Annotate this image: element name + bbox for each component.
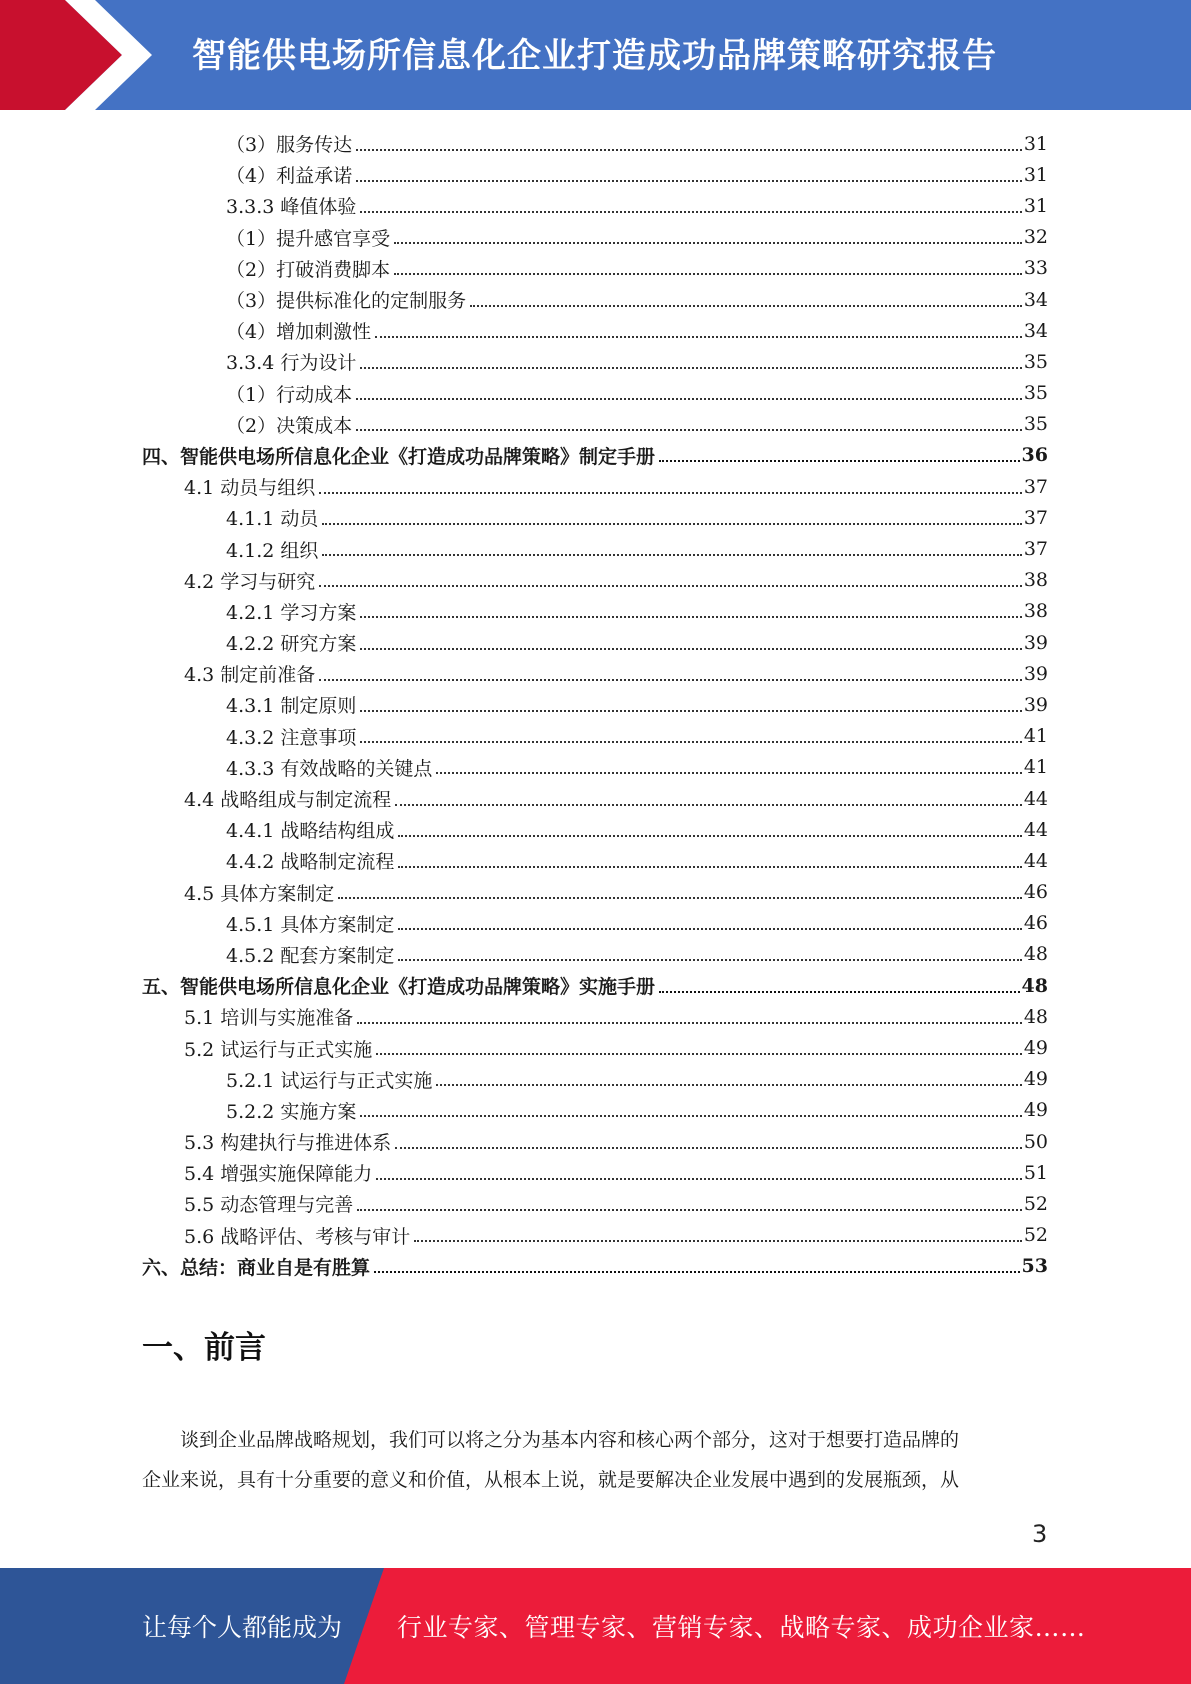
toc-entry-page: 36 (1021, 444, 1048, 467)
toc-entry[interactable] (142, 1001, 1048, 1032)
toc-entry-label: 5.2.1 试运行与正式实施 (226, 1066, 436, 1093)
toc-entry[interactable] (142, 783, 1048, 814)
toc-leader-dots (394, 273, 1022, 275)
toc-entry-page: 39 (1023, 631, 1048, 654)
toc-entry-label: 5.2 试运行与正式实施 (184, 1035, 376, 1062)
toc-entry-page: 39 (1023, 693, 1048, 716)
toc-entry[interactable] (142, 721, 1048, 752)
page-header (0, 0, 1191, 110)
toc-entry-page: 49 (1023, 1099, 1048, 1122)
toc-entry-label: 4.5.2 配套方案制定 (226, 941, 398, 968)
toc-entry-page: 46 (1023, 881, 1048, 904)
toc-entry-label: 六、总结：商业自是有胜算 (142, 1253, 374, 1280)
toc-entry[interactable] (142, 315, 1048, 346)
toc-entry-page: 52 (1023, 1224, 1048, 1247)
toc-entry-page: 35 (1023, 382, 1048, 405)
toc-entry-label: 5.6 战略评估、考核与审计 (184, 1222, 414, 1249)
toc-entry[interactable] (142, 908, 1048, 939)
toc-entry-label: （4）利益承诺 (226, 161, 356, 188)
toc-entry[interactable] (142, 253, 1048, 284)
toc-entry[interactable] (142, 533, 1048, 564)
toc-entry[interactable] (142, 1188, 1048, 1219)
toc-entry[interactable] (142, 1220, 1048, 1251)
toc-entry-label: （4）增加刺激性 (226, 317, 375, 344)
toc-entry-label: （1）行动成本 (226, 380, 356, 407)
toc-entry[interactable] (142, 627, 1048, 658)
toc-leader-dots (395, 1147, 1022, 1149)
toc-leader-dots (394, 242, 1022, 244)
toc-entry[interactable] (142, 1126, 1048, 1157)
toc-entry[interactable] (142, 502, 1048, 533)
toc-entry-label: 4.4.1 战略结构组成 (226, 816, 398, 843)
toc-entry-page: 49 (1023, 1068, 1048, 1091)
toc-leader-dots (360, 648, 1021, 650)
toc-entry-page: 37 (1023, 506, 1048, 529)
toc-leader-dots (376, 1178, 1022, 1180)
toc-entry-label: 4.3.1 制定原则 (226, 691, 360, 718)
toc-entry[interactable] (142, 1095, 1048, 1126)
toc-entry-label: （3）提供标准化的定制服务 (226, 286, 470, 313)
toc-leader-dots (659, 991, 1020, 993)
toc-leader-dots (436, 1084, 1021, 1086)
toc-leader-dots (360, 211, 1021, 213)
toc-leader-dots (322, 523, 1021, 525)
toc-leader-dots (360, 367, 1021, 369)
toc-entry-label: 4.4.2 战略制定流程 (226, 847, 398, 874)
toc-entry[interactable] (142, 409, 1048, 440)
toc-leader-dots (360, 710, 1021, 712)
toc-entry-page: 44 (1023, 849, 1048, 872)
toc-leader-dots (338, 897, 1022, 899)
header-title: 智能供电场所信息化企业打造成功品牌策略研究报告 (192, 36, 997, 76)
toc-entry-label: 四、智能供电场所信息化企业《打造成功品牌策略》制定手册 (142, 442, 659, 469)
body-paragraph (142, 1420, 1048, 1500)
toc-entry[interactable] (142, 658, 1048, 689)
toc-entry-page: 37 (1023, 538, 1048, 561)
toc-entry-page: 31 (1023, 194, 1048, 217)
toc-entry-label: （2）打破消费脚本 (226, 255, 394, 282)
toc-entry-page: 35 (1023, 350, 1048, 373)
toc-leader-dots (436, 772, 1021, 774)
toc-leader-dots (398, 835, 1021, 837)
toc-entry-page: 41 (1023, 725, 1048, 748)
toc-entry-label: 3.3.3 峰值体验 (226, 192, 360, 219)
toc-entry-page: 48 (1023, 1005, 1048, 1028)
toc-entry-label: 五、智能供电场所信息化企业《打造成功品牌策略》实施手册 (142, 972, 659, 999)
toc-leader-dots (360, 1115, 1021, 1117)
toc-entry-page: 48 (1023, 943, 1048, 966)
toc-entry-label: 4.2.2 研究方案 (226, 629, 360, 656)
toc-entry[interactable] (142, 128, 1048, 159)
toc-entry[interactable] (142, 939, 1048, 970)
toc-leader-dots (374, 1271, 1020, 1273)
toc-leader-dots (319, 679, 1022, 681)
toc-entry-label: （3）服务传达 (226, 130, 356, 157)
page-number: 3 (1032, 1520, 1048, 1548)
toc-entry-page: 34 (1023, 319, 1048, 342)
toc-leader-dots (659, 460, 1020, 462)
toc-entry[interactable] (142, 222, 1048, 253)
toc-entry[interactable] (142, 190, 1048, 221)
toc-entry-label: 5.3 构建执行与推进体系 (184, 1128, 395, 1155)
toc-entry-label: 4.3.2 注意事项 (226, 723, 360, 750)
toc-leader-dots (319, 492, 1022, 494)
toc-leader-dots (414, 1240, 1022, 1242)
toc-leader-dots (356, 429, 1022, 431)
toc-entry-label: 5.1 培训与实施准备 (184, 1003, 357, 1030)
toc-leader-dots (360, 741, 1021, 743)
toc-entry[interactable] (142, 565, 1048, 596)
toc-entry-label: （2）决策成本 (226, 411, 356, 438)
toc-entry-page: 37 (1023, 475, 1048, 498)
toc-entry-label: 4.1.1 动员 (226, 504, 322, 531)
toc-leader-dots (398, 928, 1021, 930)
toc-entry-page: 51 (1023, 1161, 1048, 1184)
toc-entry-label: 5.2.2 实施方案 (226, 1097, 360, 1124)
footer-slogan-left: 让每个人都能成为 (142, 1613, 343, 1642)
toc-leader-dots (357, 1022, 1022, 1024)
toc-entry-label: 3.3.4 行为设计 (226, 348, 360, 375)
toc-entry-label: 5.5 动态管理与完善 (184, 1190, 357, 1217)
toc-leader-dots (376, 1053, 1022, 1055)
toc-entry[interactable] (142, 877, 1048, 908)
toc-entry-label: 4.2.1 学习方案 (226, 598, 360, 625)
section-heading: 一、前言 (142, 1330, 266, 1366)
toc-entry[interactable] (142, 845, 1048, 876)
toc-entry-label: 4.2 学习与研究 (184, 567, 319, 594)
toc-entry-label: 4.5 具体方案制定 (184, 879, 338, 906)
toc-leader-dots (356, 398, 1022, 400)
toc-entry[interactable] (142, 814, 1048, 845)
toc-leader-dots (398, 959, 1021, 961)
toc-entry-label: 4.3 制定前准备 (184, 660, 319, 687)
toc-entry-page: 35 (1023, 413, 1048, 436)
toc-entry-page: 34 (1023, 288, 1048, 311)
toc-entry-page: 52 (1023, 1192, 1048, 1215)
toc-leader-dots (398, 866, 1021, 868)
toc-entry-page: 44 (1023, 787, 1048, 810)
toc-entry[interactable] (142, 689, 1048, 720)
toc-entry-page: 39 (1023, 662, 1048, 685)
toc-leader-dots (357, 1209, 1022, 1211)
toc-leader-dots (470, 305, 1022, 307)
toc-entry[interactable] (142, 752, 1048, 783)
table-of-contents (142, 128, 1048, 1282)
toc-entry[interactable] (142, 1064, 1048, 1095)
toc-entry-label: 5.4 增强实施保障能力 (184, 1159, 376, 1186)
toc-entry-page: 49 (1023, 1037, 1048, 1060)
toc-entry-label: （1）提升感官享受 (226, 224, 394, 251)
toc-leader-dots (356, 180, 1022, 182)
toc-entry[interactable] (142, 1157, 1048, 1188)
toc-entry[interactable] (142, 284, 1048, 315)
body-line: 企业来说，具有十分重要的意义和价值，从根本上说，就是要解决企业发展中遇到的发展瓶颈，从 (142, 1469, 960, 1491)
toc-entry[interactable] (142, 596, 1048, 627)
toc-entry[interactable] (142, 471, 1048, 502)
toc-entry[interactable] (142, 1032, 1048, 1063)
toc-entry-page: 33 (1023, 257, 1048, 280)
toc-entry-page: 50 (1023, 1130, 1048, 1153)
toc-entry-label: 4.1 动员与组织 (184, 473, 319, 500)
toc-entry-page: 31 (1023, 132, 1048, 155)
toc-entry-page: 38 (1023, 600, 1048, 623)
toc-entry-page: 53 (1021, 1255, 1048, 1278)
page-footer (0, 1568, 1191, 1684)
toc-entry[interactable] (142, 346, 1048, 377)
toc-leader-dots (322, 554, 1021, 556)
toc-entry[interactable] (142, 1251, 1048, 1282)
toc-entry-label: 4.3.3 有效战略的关键点 (226, 754, 436, 781)
toc-leader-dots (319, 585, 1022, 587)
toc-entry[interactable] (142, 378, 1048, 409)
toc-leader-dots (375, 336, 1022, 338)
toc-entry[interactable] (142, 440, 1048, 471)
body-line: 谈到企业品牌战略规划，我们可以将之分为基本内容和核心两个部分，这对于想要打造品牌的 (180, 1429, 960, 1451)
toc-entry[interactable] (142, 970, 1048, 1001)
toc-entry-page: 32 (1023, 226, 1048, 249)
toc-entry[interactable] (142, 159, 1048, 190)
toc-leader-dots (356, 149, 1022, 151)
toc-entry-page: 38 (1023, 569, 1048, 592)
toc-leader-dots (395, 804, 1022, 806)
toc-entry-page: 31 (1023, 163, 1048, 186)
footer-slogan-right: 行业专家、管理专家、营销专家、战略专家、成功企业家…… (397, 1613, 1086, 1642)
toc-leader-dots (360, 616, 1021, 618)
toc-entry-label: 4.1.2 组织 (226, 536, 322, 563)
toc-entry-page: 48 (1021, 974, 1048, 997)
toc-entry-page: 44 (1023, 818, 1048, 841)
toc-entry-label: 4.5.1 具体方案制定 (226, 910, 398, 937)
toc-entry-label: 4.4 战略组成与制定流程 (184, 785, 395, 812)
toc-entry-page: 46 (1023, 912, 1048, 935)
toc-entry-page: 41 (1023, 756, 1048, 779)
